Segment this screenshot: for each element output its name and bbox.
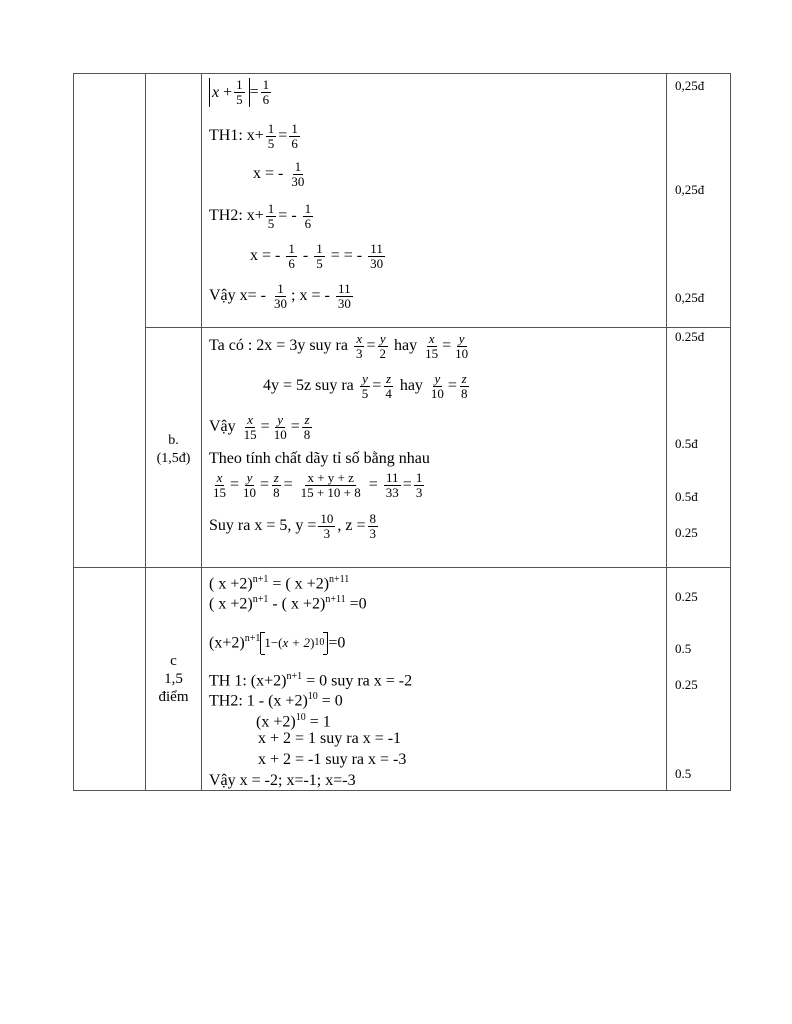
th2-result: x = - $\frac{1}{6}$ - $\frac{1}{5}$ = = - $\frac{11}{30}$	[250, 241, 384, 271]
row-c-line-5: TH2: $1 - (x +2)^{10} = 0$	[209, 691, 343, 710]
border-right	[730, 73, 731, 791]
col-divider-2	[201, 73, 202, 791]
row-divider-ab	[145, 327, 731, 328]
score-a-1: 0,25đ	[675, 78, 705, 93]
th2-line: TH2: x+ $\frac{1}{5}$ = - $\frac{1}{6}$	[209, 201, 312, 231]
border-bottom	[73, 790, 731, 791]
border-top	[73, 73, 731, 74]
score-a-3: 0,25đ	[675, 290, 705, 305]
row-c-line-3: $(x+2)^{n+1}$ 1− ( x + 2 ) 10 =0	[209, 630, 345, 654]
row-b-line-1: Ta có : 2x = 3y suy ra $\frac{x}{3}$ = $\frac{y}{2}$ hay $\frac{x}{15}$ = $\frac{y}{10}$	[209, 331, 469, 361]
th1-result: x = - $\frac{1}{30}$	[253, 159, 305, 189]
th1-line: TH1: x+ $\frac{1}{5}$ = $\frac{1}{6}$	[209, 121, 298, 151]
border-left	[73, 73, 74, 791]
score-c-1: 0.25	[675, 589, 698, 604]
row-b-line-6: Suy ra x = 5, y = $\frac{10}{3}$ , z = $\frac{8}{3}$	[209, 511, 376, 541]
row-c-line-6: $(x +2)^{10} = 1$	[256, 712, 331, 731]
row-c-label-letter: c	[170, 653, 177, 669]
score-b-3: 0.5đ	[675, 489, 698, 504]
score-b-2: 0.5đ	[675, 436, 698, 451]
row-b-label-letter: b.	[168, 433, 179, 448]
col-divider-3	[666, 73, 667, 791]
row-c-line-2: ( x +2)$^{n+1}$ - ( x +2)$^{n+11}$ =0	[209, 594, 367, 613]
score-c-2: 0.5	[675, 641, 692, 656]
score-a-2: 0,25đ	[675, 182, 705, 197]
row-b-label	[146, 432, 201, 468]
row-c-label-points: 1,5	[164, 671, 183, 687]
score-b-1: 0.25đ	[675, 329, 705, 344]
row-b-line-3: Vậy $\frac{x}{15}$ = $\frac{y}{10}$ = $\frac{z}{8}$	[209, 412, 311, 442]
row-c-line-4: TH 1: $(x+2)^{n+1} = 0$ suy ra x = -2	[209, 671, 413, 690]
row-c-label	[146, 652, 201, 706]
abs-value: x + $\frac{1}{5}$	[209, 78, 250, 107]
row-c-line-7: x + 2 = 1 suy ra x = -1	[258, 730, 402, 747]
abs-equation: x + $\frac{1}{5}$ = $\frac{1}{6}$	[209, 78, 273, 107]
row-c-line-1: ( x +2)$^{n+1}$ = ( x +2)$^{n+11}$	[209, 574, 350, 593]
score-c-4: 0.5	[675, 766, 692, 781]
row-c-line-8: x + 2 = -1 suy ra x = -3	[258, 751, 407, 768]
row-b-line-4: Theo tính chất dãy tỉ số bằng nhau	[209, 450, 430, 467]
row-c-line-9: Vậy x = -2; x=-1; x=-3	[209, 772, 356, 789]
score-c-3: 0.25	[675, 677, 698, 692]
score-b-4: 0.25	[675, 525, 698, 540]
row-b-label-points: (1,5đ)	[156, 451, 191, 466]
bracket-expression: 1− ( x + 2 ) 10	[260, 632, 328, 654]
row-b-line-2: 4y = 5z suy ra $\frac{y}{5}$ = $\frac{z}{4}$ hay $\frac{y}{10}$ = $\frac{z}{8}$	[263, 371, 468, 401]
row-divider-bc	[73, 567, 731, 568]
row-a-conclusion: Vậy x= - $\frac{1}{30}$ ; x = - $\frac{11}{30}$	[209, 281, 351, 311]
row-c-label-unit: điểm	[158, 689, 189, 705]
row-b-line-5: $\frac{x}{15}$ = $\frac{y}{10}$ = $\frac{z}{8}$ = $\frac{x + y + z}{15 + 10 + 8}$ = $\frac{11}{33}$ = $\frac{1}{3}$	[213, 470, 423, 500]
